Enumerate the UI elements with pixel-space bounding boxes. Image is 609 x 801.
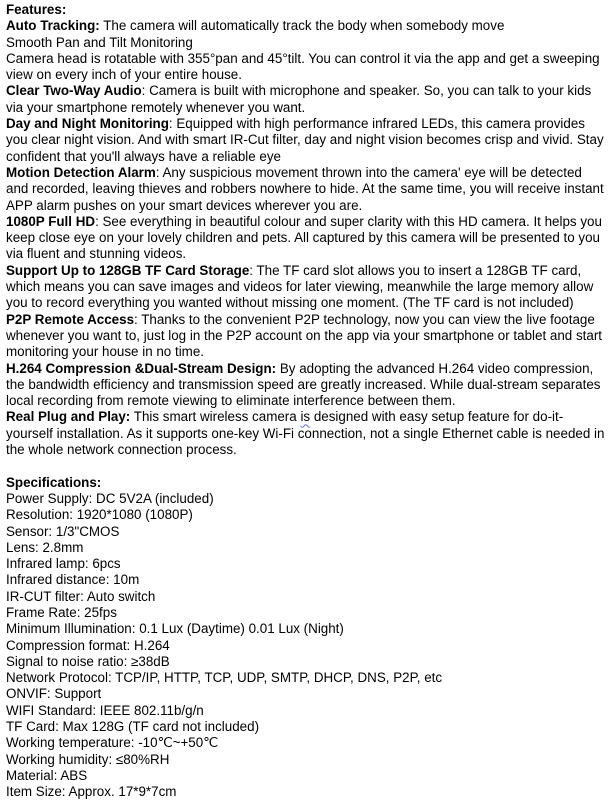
feature-text: Smooth Pan and Tilt Monitoring xyxy=(6,34,193,50)
spec-line: WIFI Standard: IEEE 802.11b/g/n xyxy=(6,702,204,718)
spec-line: Sensor: 1/3"CMOS xyxy=(6,523,120,539)
feature-item xyxy=(6,18,606,34)
feature-term: Day and Night Monitoring xyxy=(6,116,169,132)
spec-line: Minimum Illumination: 0.1 Lux (Daytime) 0.01 Lux (Night) xyxy=(6,621,344,637)
feature-text: : Camera is built with microphone and speaker. So, you can talk to your kids via your smartphone remotely whenever you want. xyxy=(6,83,592,115)
blank-line xyxy=(6,458,606,474)
feature-text: : Thanks to the convenient P2P technology, now you can view the live footage whenever you want to, just log in the P2P account on the app via your smartphone or tablet and start monitoring your house in no time. xyxy=(6,311,603,360)
spec-line: Working temperature: -10℃~+50℃ xyxy=(6,735,219,751)
feature-item xyxy=(6,361,606,410)
feature-item xyxy=(6,35,606,51)
specifications-heading: Specifications: xyxy=(6,474,102,490)
features-heading: Features: xyxy=(6,2,67,17)
feature-term: Real Plug and Play: xyxy=(6,409,131,425)
feature-text: Camera head is rotatable with 355°pan and 45°tilt. You can control it via the app and get a sweeping view on every inch of your entire house. xyxy=(6,50,600,83)
feature-item xyxy=(6,165,606,214)
feature-text: This smart wireless camera xyxy=(130,409,301,425)
feature-text: : Any suspicious movement thrown into the camera' eye will be detected and recorded, leaving thieves and robbers nowhere to hide. At the same time, you will receive instant APP alarm pushes on your smart devices wherever you are. xyxy=(6,164,604,213)
feature-term: Motion Detection Alarm xyxy=(6,164,156,180)
feature-text: The camera will automatically track the body when somebody move xyxy=(99,18,505,34)
feature-text: : See everything in beautiful colour and super clarity with this HD camera. It helps you keep close eye on your lovely children and pets. All captured by this camera will be presented to you via fluent and stunning videos. xyxy=(6,213,602,262)
product-description xyxy=(6,2,606,801)
feature-item xyxy=(6,116,606,165)
spec-line: Lens: 2.8mm xyxy=(6,539,84,555)
feature-term: P2P Remote Access xyxy=(6,311,135,327)
spec-line: Material: ABS xyxy=(6,767,88,783)
feature-term: Auto Tracking: xyxy=(6,18,100,34)
spec-line: Infrared distance: 10m xyxy=(6,572,140,588)
spellcheck-marked-word: is xyxy=(300,409,311,425)
spec-line: Resolution: 1920*1080 (1080P) xyxy=(6,507,193,523)
spec-line: Frame Rate: 25fps xyxy=(6,604,117,620)
feature-term: H.264 Compression &Dual-Stream Design: xyxy=(6,360,277,376)
spec-line: Infrared lamp: 6pcs xyxy=(6,556,121,572)
feature-text: : The TF card slot allows you to insert a 128GB TF card, which means you can save images and videos for later viewing, meanwhile the large memory allow you to record everything you wanted without missing one moment. (The TF card is not included) xyxy=(6,262,594,311)
spec-line: Compression format: H.264 xyxy=(6,637,170,653)
feature-item xyxy=(6,263,606,312)
feature-item xyxy=(6,409,606,458)
feature-term: Support Up to 128GB TF Card Storage xyxy=(6,262,250,278)
feature-term: Clear Two-Way Audio xyxy=(6,83,142,99)
feature-item xyxy=(6,312,606,361)
spec-line: IR-CUT filter: Auto switch xyxy=(6,588,156,604)
feature-item xyxy=(6,83,606,116)
feature-text: designed with easy setup feature for do-it-yourself installation. As it supports one-key Wi-Fi connection, not a single Ethernet cable is needed in the whole network connection process. xyxy=(6,409,605,458)
spec-line: Signal to noise ratio: ≥38dB xyxy=(6,653,170,669)
feature-text: By adopting the advanced H.264 video compression, the bandwidth efficiency and transmission speed are greatly increased. While dual-stream separates local recording from remote viewing to eliminate interference between them. xyxy=(6,360,601,409)
feature-item xyxy=(6,214,606,263)
feature-term: 1080P Full HD xyxy=(6,213,96,229)
spec-line: Working humidity: ≤80%RH xyxy=(6,751,170,767)
spec-line: Network Protocol: TCP/IP, HTTP, TCP, UDP, SMTP, DHCP, DNS, P2P, etc xyxy=(6,670,443,686)
spec-line: Power Supply: DC 5V2A (included) xyxy=(6,490,214,506)
spec-line: TF Card: Max 128G (TF card not included) xyxy=(6,719,260,735)
spec-line: ONVIF: Support xyxy=(6,686,102,702)
feature-text: : Equipped with high performance infrared LEDs, this camera provides you clear night vision. And with smart IR-Cut filter, day and night vision becomes crisp and vivid. Stay confident that you'll always have a reliable eye xyxy=(6,116,604,164)
spec-line: Item Size: Approx. 17*9*7cm xyxy=(6,784,177,800)
feature-item xyxy=(6,51,606,84)
